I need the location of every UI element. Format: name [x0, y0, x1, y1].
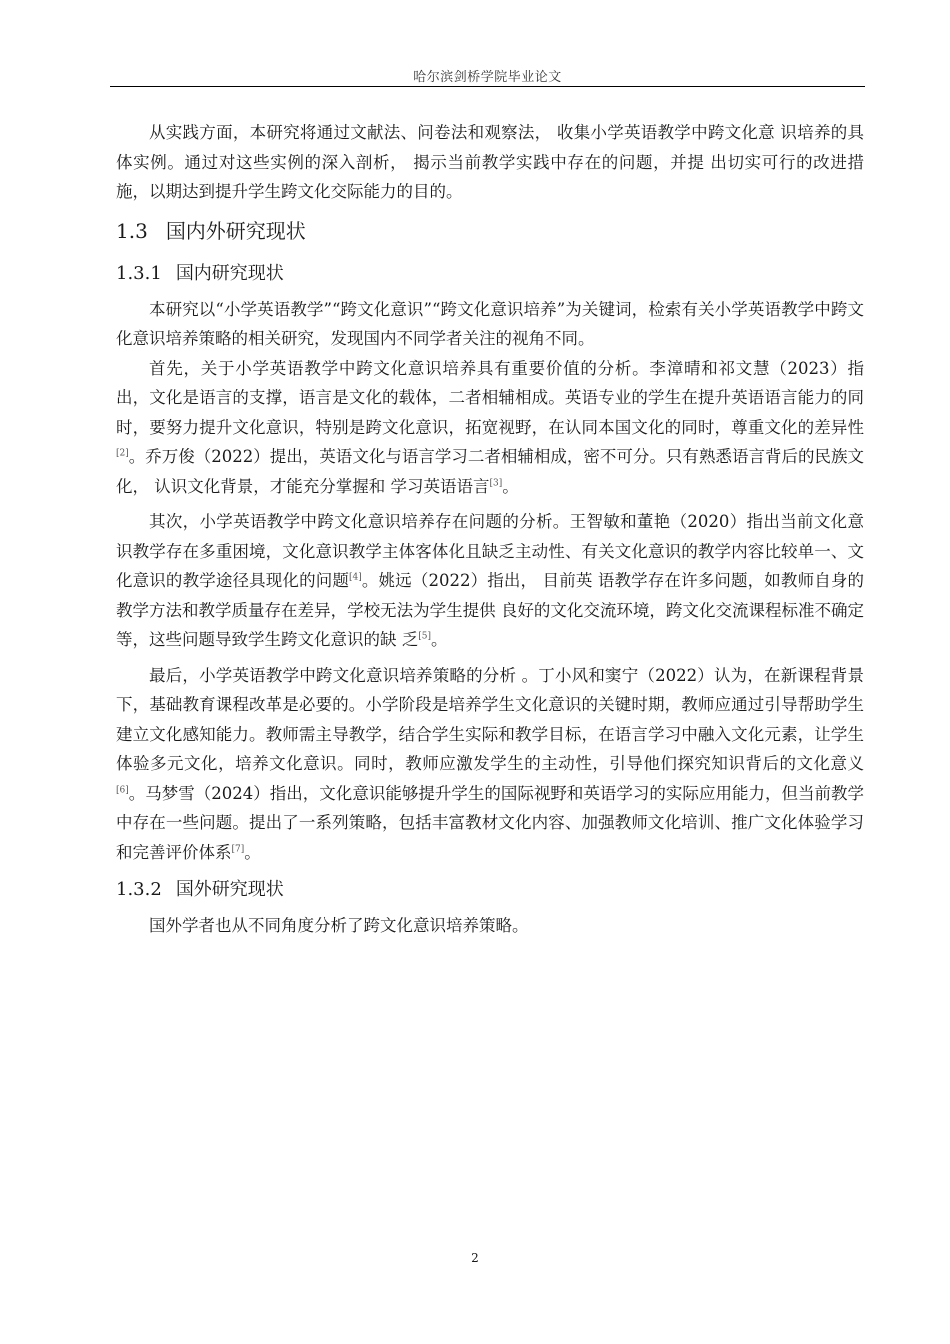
running-header: 哈尔滨剑桥学院毕业论文	[413, 70, 562, 85]
paragraph-text: 。	[431, 630, 448, 649]
page-number: 2	[471, 1251, 479, 1265]
subsection-title: 国内研究现状	[175, 262, 284, 284]
section-heading-1-3	[116, 211, 864, 251]
paragraph-text: 其次，小学英语教学中跨文化意识培养存在问题的分析。王智敏和董艳（2020）指出当前文化意识教学存在多重困境，文化意识教学主体客体化且缺乏主动性、有关文化意识的教学内容比较单一、文化意识的教学途径具现化的问题	[116, 512, 864, 590]
intro-paragraph: 从实践方面，本研究将通过文献法、问卷法和观察法， 收集小学英语教学中跨文化意 识培养的具体实例。通过对这些实例的深入剖析， 揭示当前教学实践中存在的问题，并提 出切实可行的改进措施，以期达到提升学生跨文化交际能力的目的。	[116, 123, 864, 201]
subsection-heading-1-3-1	[116, 255, 864, 293]
header-rule	[110, 86, 865, 87]
paragraph-text: 。马梦雪（2024）指出，文化意识能够提升学生的国际视野和英语学习的实际应用能力，但当前教学中存在一些问题。提出了一系列策略，包括丰富教材文化内容、加强教师文化培训、推广文化体验学习和完善评价体系	[116, 783, 864, 862]
paragraph-text: 。姚远（2022）指出， 目前英 语教学存在许多问题，如教师自身的教学方法和教学质量存在差异，学校无法为学生提供 良好的文化交流环境，跨文化交流课程标准不确定等，这些问题导致学生跨文化意识的缺 乏	[116, 571, 865, 649]
paragraph-text: 。	[502, 476, 519, 496]
subsection-title: 国外研究现状	[175, 879, 284, 900]
section-title: 国内外研究现状	[165, 218, 306, 243]
citation-ref: [5]	[418, 631, 431, 642]
foreign-paragraph: 国外学者也从不同角度分析了跨文化意识培养策略。	[149, 916, 529, 935]
citation-ref: [6]	[116, 785, 129, 795]
domestic-paragraph-problems	[116, 507, 864, 655]
citation-ref: [7]	[231, 844, 245, 854]
document-body	[116, 118, 864, 941]
paragraph-text: 。乔万俊（2022）提出，英语文化与语言学习二者相辅相成，密不可分。只有熟悉语言背后的民族文化， 认识文化背景，才能充分掌握和 学习英语语言	[116, 447, 864, 496]
subsection-heading-1-3-2	[116, 871, 864, 909]
domestic-paragraph-value	[116, 354, 864, 502]
citation-ref: [4]	[349, 572, 362, 583]
section-number: 1.3	[116, 218, 148, 243]
paragraph-text: 。	[244, 842, 261, 862]
paragraph-text: 最后，小学英语教学中跨文化意识培养策略的分析 。丁小风和窦宁（2022）认为，在新课程背景下，基础教育课程改革是必要的。小学阶段是培养学生文化意识的关键时期，教师应通过引导帮助学生建立文化感知能力。教师需主导教学，结合学生实际和教学目标，在语言学习中融入文化元素，让学生体验多元文化，培养文化意识。同时，教师应激发学生的主动性，引导他们探究知识背后的文化意义	[116, 665, 864, 773]
subsection-number: 1.3.2	[116, 879, 162, 900]
domestic-paragraph-keywords: 本研究以“小学英语教学”“跨文化意识”“跨文化意识培养”为关键词，检索有关小学英语教学中跨文化意识培养策略的相关研究，发现国内不同学者关注的视角不同。	[116, 299, 864, 348]
subsection-number: 1.3.1	[116, 262, 162, 284]
domestic-paragraph-strategies	[116, 661, 864, 868]
citation-ref: [3]	[489, 478, 503, 488]
paragraph-text: 首先，关于小学英语教学中跨文化意识培养具有重要价值的分析。李漳晴和祁文慧（2023）指出，文化是语言的支撑，语言是文化的载体，二者相辅相成。英语专业的学生在提升英语语言能力的同时，要努力提升文化意识，特别是跨文化意识，拓宽视野，在认同本国文化的同时，尊重文化的差异性	[116, 358, 864, 437]
citation-ref: [2]	[116, 448, 129, 459]
